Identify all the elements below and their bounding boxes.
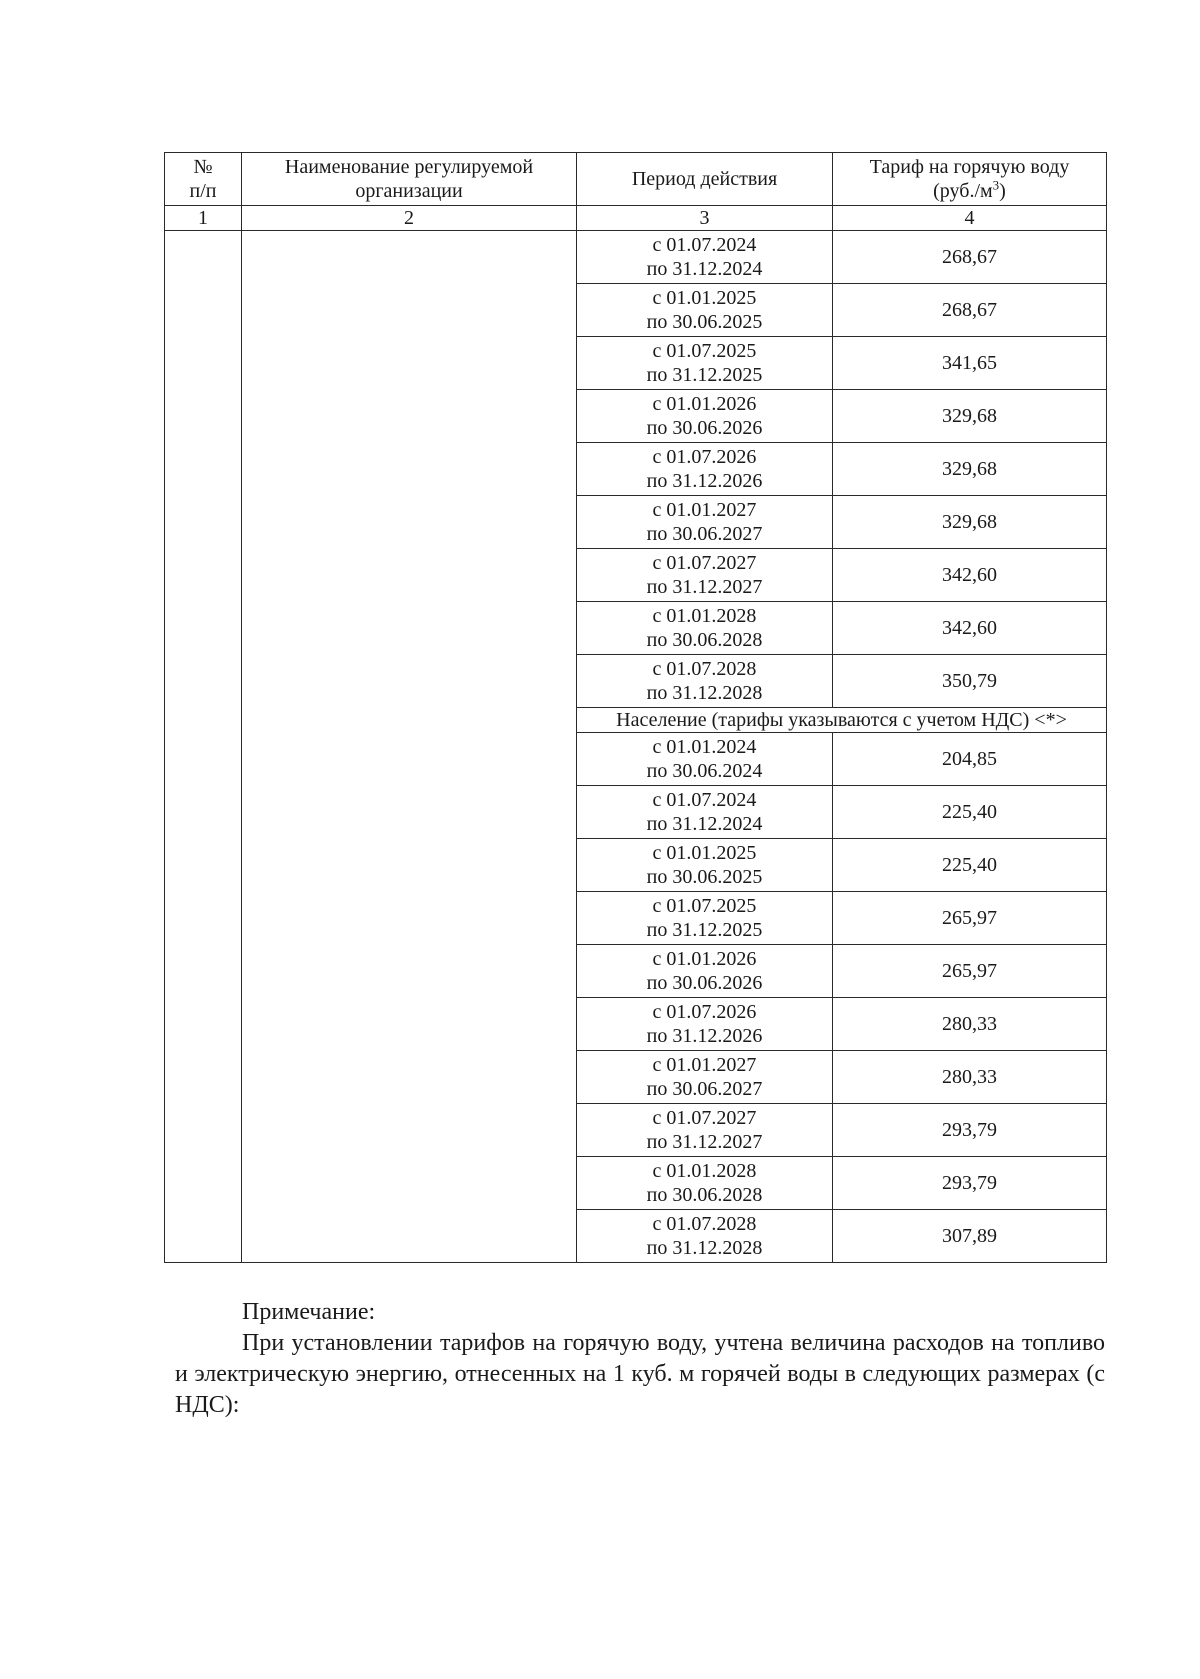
header-number-line-2: п/п	[189, 180, 217, 202]
period-from: с 01.07.2025	[652, 340, 757, 362]
tariff-value-cell: 265,97	[833, 945, 1107, 998]
period-from: с 01.07.2024	[652, 789, 757, 811]
period-to: по 31.12.2028	[646, 682, 763, 704]
period-to: по 31.12.2025	[646, 364, 763, 386]
period-to: по 30.06.2026	[646, 972, 763, 994]
period-from: с 01.01.2024	[652, 736, 757, 758]
tariff-value-cell: 293,79	[833, 1157, 1107, 1210]
period-from: с 01.07.2025	[652, 895, 757, 917]
note-title: Примечание:	[242, 1299, 376, 1325]
header-tariff-unit: (руб./м	[933, 180, 993, 202]
period-cell	[577, 892, 833, 945]
period-cell	[577, 998, 833, 1051]
period-to: по 31.12.2027	[646, 576, 763, 598]
tariff-value-cell: 225,40	[833, 839, 1107, 892]
table-header-row	[165, 153, 1107, 206]
period-from: с 01.07.2028	[652, 658, 757, 680]
period-cell	[577, 1210, 833, 1263]
tariff-value-cell: 268,67	[833, 284, 1107, 337]
period-to: по 30.06.2024	[646, 760, 763, 782]
tariff-value-cell: 342,60	[833, 549, 1107, 602]
period-from: с 01.07.2027	[652, 1107, 757, 1129]
period-to: по 30.06.2026	[646, 417, 763, 439]
period-cell	[577, 945, 833, 998]
period-cell	[577, 655, 833, 708]
period-to: по 30.06.2027	[646, 1078, 763, 1100]
period-from: с 01.01.2025	[652, 287, 757, 309]
tariff-value-cell: 329,68	[833, 390, 1107, 443]
period-cell	[577, 337, 833, 390]
tariff-value-cell: 280,33	[833, 998, 1107, 1051]
period-cell	[577, 1051, 833, 1104]
period-cell	[577, 390, 833, 443]
tariff-value-cell: 293,79	[833, 1104, 1107, 1157]
period-from: с 01.07.2026	[652, 446, 757, 468]
period-cell	[577, 733, 833, 786]
period-cell	[577, 549, 833, 602]
period-from: с 01.07.2028	[652, 1213, 757, 1235]
period-from: с 01.07.2024	[652, 234, 757, 256]
column-number-3: 3	[577, 206, 833, 231]
period-cell	[577, 1157, 833, 1210]
tariff-table	[164, 152, 1107, 1263]
period-to: по 31.12.2026	[646, 470, 763, 492]
period-to: по 30.06.2025	[646, 866, 763, 888]
tariff-value-cell: 280,33	[833, 1051, 1107, 1104]
header-organization-line-1: Наименование регулируемой	[284, 156, 534, 178]
period-from: с 01.01.2026	[652, 393, 757, 415]
period-from: с 01.01.2025	[652, 842, 757, 864]
period-cell	[577, 443, 833, 496]
header-tariff-line-2	[833, 179, 1106, 203]
header-tariff	[833, 153, 1107, 206]
column-number-1: 1	[165, 206, 242, 231]
tariff-value-cell: 350,79	[833, 655, 1107, 708]
period-cell	[577, 496, 833, 549]
tariff-value-cell: 342,60	[833, 602, 1107, 655]
period-cell	[577, 284, 833, 337]
tariff-value-cell: 341,65	[833, 337, 1107, 390]
period-cell	[577, 786, 833, 839]
period-from: с 01.07.2027	[652, 552, 757, 574]
period-from: с 01.07.2026	[652, 1001, 757, 1023]
tariff-value-cell: 329,68	[833, 496, 1107, 549]
period-from: с 01.01.2026	[652, 948, 757, 970]
period-cell	[577, 1104, 833, 1157]
period-cell	[577, 231, 833, 284]
period-cell	[577, 839, 833, 892]
period-from: с 01.01.2028	[652, 1160, 757, 1182]
period-to: по 31.12.2026	[646, 1025, 763, 1047]
column-number-row	[165, 206, 1107, 231]
organization-cell	[242, 231, 577, 1263]
period-to: по 31.12.2024	[646, 258, 763, 280]
tariff-value-cell: 329,68	[833, 443, 1107, 496]
header-period: Период действия	[577, 153, 833, 206]
tariff-value-cell: 307,89	[833, 1210, 1107, 1263]
number-cell	[165, 231, 242, 1263]
note-section	[175, 1297, 1105, 1421]
period-to: по 31.12.2027	[646, 1131, 763, 1153]
group-label: Население (тарифы указываются с учетом НДС) <*>	[577, 708, 1107, 733]
header-tariff-unit-close: )	[999, 180, 1006, 202]
tariff-table-body	[165, 231, 1107, 1263]
table-row	[165, 231, 1107, 284]
period-cell	[577, 602, 833, 655]
period-to: по 31.12.2028	[646, 1237, 763, 1259]
header-tariff-line-1: Тариф на горячую воду	[869, 156, 1070, 178]
period-to: по 30.06.2028	[646, 1184, 763, 1206]
header-organization-line-2: организации	[355, 180, 463, 202]
column-number-4: 4	[833, 206, 1107, 231]
tariff-value-cell: 268,67	[833, 231, 1107, 284]
period-from: с 01.01.2027	[652, 499, 757, 521]
header-number	[165, 153, 242, 206]
column-number-2: 2	[242, 206, 577, 231]
header-organization	[242, 153, 577, 206]
header-number-line-1: №	[193, 156, 213, 178]
period-to: по 30.06.2028	[646, 629, 763, 651]
period-to: по 30.06.2025	[646, 311, 763, 333]
header-tariff-unit-exponent: 3	[992, 177, 1000, 193]
tariff-value-cell: 225,40	[833, 786, 1107, 839]
note-text: При установлении тарифов на горячую воду, учтена величина расходов на топливо и электрическую энергию, отнесенных на 1 куб. м горячей воды в следующих размерах (с НДС):	[175, 1330, 1105, 1418]
period-to: по 30.06.2027	[646, 523, 763, 545]
period-from: с 01.01.2027	[652, 1054, 757, 1076]
tariff-value-cell: 204,85	[833, 733, 1107, 786]
period-to: по 31.12.2024	[646, 813, 763, 835]
period-to: по 31.12.2025	[646, 919, 763, 941]
period-from: с 01.01.2028	[652, 605, 757, 627]
tariff-value-cell: 265,97	[833, 892, 1107, 945]
